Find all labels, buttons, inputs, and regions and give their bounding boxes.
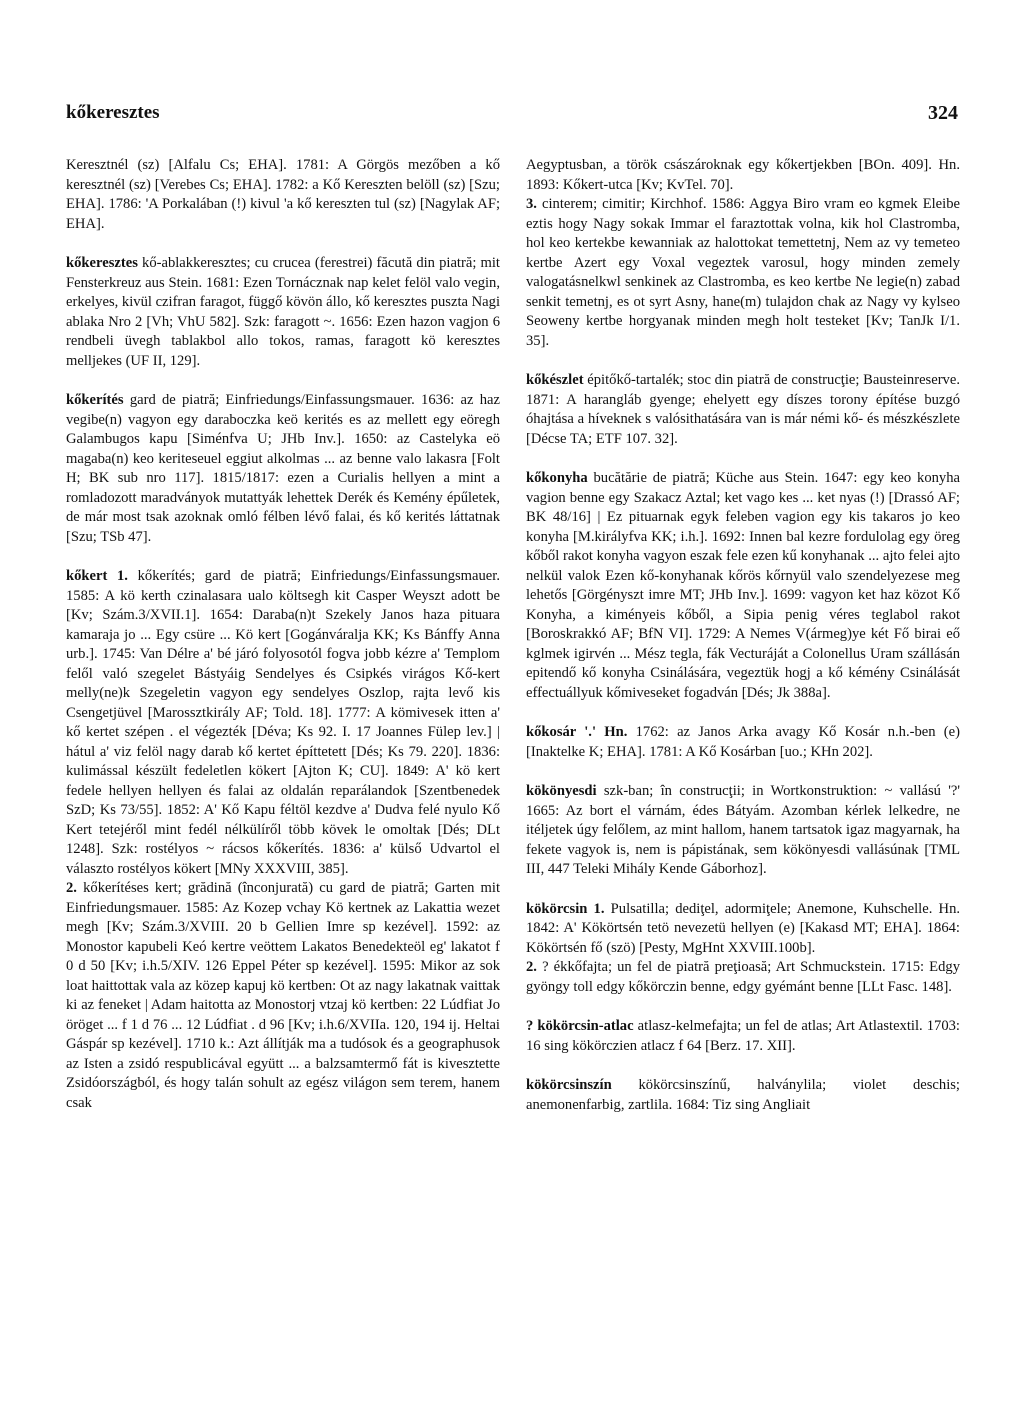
dictionary-entry xyxy=(66,156,500,234)
entry-text: kő-ablakkeresztes; cu crucea (ferestrei) făcută din piatră; mit Fensterkreuz aus Stein. 1681: Ezen Tornácznak nap kelet felöl valo vegin, erkelyes, kivül czifran faragot, függő kövön állo, kő keresztes puszta Nagi ablaka Nro 2 [Vh; VhU 582]. Szk: faragott ~. 1656: Ezen hazon vagjon 6 rendbeli üvegh tablakbol allo tokos, ramas, faragott kö keresztes melljekes (UF II, 129]. xyxy=(66,255,501,369)
entry-text: ? ékkőfajta; un fel de piatră preţioasă; Art Schmuckstein. 1715: Edgy gyöngy toll edgy kőkörczin benne, edgy gyémánt benne [LLt Fasc. 148]. xyxy=(526,959,960,995)
dictionary-entry xyxy=(526,1076,960,1115)
dictionary-entry xyxy=(526,723,960,762)
entry-text: kőkerítés; gard de piatră; Einfriedungs/Einfassungsmauer. 1585: A kö kerth czinalasara ualo költsegh kit Casper Weyszt adott be [Kv; Szám.3/XVII.1]. 1654: Daraba(n)t Szekely Janos haza pituara kamaraja jo ... Egy csüre ... Kö kert [Gogánváralja KK; Ks Bánffy Anna urb.]. 1745: Van Délre a' bé járó folyosotól fogva jobb kézre a' Templom felől való szegelet Bástyáig Sendelyes és Csipkés virágos Kő-kert melly(ne)k Szegeletin vagyon egy sendelyes Oszlop, rajta levő kis Csengetjüvel [Marossztkirály AF; Told. 18]. 1777: A kömivesek itten a' kő kertet szépen . el végezték [Déva; Ks 92. I. 17 Joannes Fülep lev.] | hátul a' viz felöl nagy darab kő kertet építtetett [Dés; Ks 79. 220]. 1836: kulimással készült fedeletlen kökert [Ajton K; CU]. 1849: A' kö kert fedele hellyen hellyen és falai az oldalán reparálandok [Szentbenedek SzD; Ks 73/55]. 1852: A' Kő Kapu féltöl kezdve a' Dudva felé nyulo Kő Kert tetejéről mint fedél nélkülíről több kövek le omoltak [Dés; DLt 1248]. Szk: rostélyos ~ rácsos kőkerítés. 1836: a' külső Udvartol el választo rostélyos kökert [MNy XXXVIII, 385]. xyxy=(66,568,500,877)
entry-text: bucătărie de piatră; Küche aus Stein. 1647: egy keo konyha vagion benne egy Szakacz Aztal; ket vago kes ... ket nyas (!) [Drassó AF; BK 48/16] | Ez pituarnak egyk feleben vagion egy kis takaros jo keo konyha [M.királyfva KK; i.h.]. 1692: Innen bal kezre fordulolag egy öreg kőből rakot konyha vagyon eszak fele ezen kű konyhanak ... ajto felei ajto nelkül valok Ezen kő-konyhanak kőrös kőrnyül valo szendelyezese meg lehetős [Görgényszt imre MT; JHb Inv.]. 1699: vagyon ket haz közot Kő Konyha, a kiményeis kőből, a Sipia penig véres teglabol rakot [Boroskrakkó AF; BfN VI]. 1729: A Nemes V(ármeg)ye két Fő birai eő kglmek igirvén ... Mész tegla, fák Vecturáját a Colonellus Uram szállásán epitendő kő konyha Csinálására, vegeztük hogj a kő kémény Csinálását effectuállyuk kőmiveseket fogadván [Dés; Jk 388a]. xyxy=(526,470,960,701)
entry-headword: kőkonyha xyxy=(526,470,588,486)
entry-headword: kökönyesdi xyxy=(526,783,597,799)
entry-headword: kőkosár '.' Hn. xyxy=(526,724,628,740)
entry-headword: kőkert 1. xyxy=(66,568,128,584)
entry-text: atlasz-kelmefajta; un fel de atlas; Art Atlastextil. 1703: 16 sing kökörczien atlacz f 64 [Berz. 17. XII]. xyxy=(526,1018,960,1054)
dictionary-entry xyxy=(66,254,500,371)
dictionary-entry-sense xyxy=(66,879,500,1113)
dictionary-entry xyxy=(526,469,960,703)
entry-text: gard de piatră; Einfriedungs/Einfassungsmauer. 1636: az haz vegibe(n) vagyon egy daraboczka keö kerités es az mellett egy eöregh Galambugos kapu [Siménfva U; JHb Inv.]. 1650: az Castelyka eö magaba(n) keo keriteseuel eggiut alkolmas ... az benne valo lakasra [Folt H; BK sub nro 117]. 1815/1817: ezen a Curialis hellyen a mint a romladozott maradványok mutattyák lehettek Derék és Kemény épűletek, de már most tsak azoknak omló félben lévő falai, és kő kerités láttatnak [Szu; TSb 47]. xyxy=(66,392,500,545)
dictionary-entry xyxy=(66,391,500,547)
entry-text: Aegyptusban, a török császároknak egy kőkertjekben [BOn. 409]. Hn. 1893: Kőkert-utca [Kv; KvTel. 70]. xyxy=(526,157,960,193)
running-head xyxy=(66,102,958,130)
entry-text: kőkerítéses kert; grădină (înconjurată) cu gard de piatră; Garten mit Einfriedungsmauer. 1585: Az Kozep vchay Kö kertnek az Lakattia wezet megh [Kv; Szám.3/XVIII. 20 b Gellien Imre sp kezével]. 1592: az Monostor kapubeli Keó kertre veöttem Lakatos Benedekteöl eg' lakatot f 0 d 50 [Kv; i.h.5/XIV. 126 Eppel Péter sp kezével]. 1595: Mikor az sok loat haittottak vala az közep kapuj kö kertben: Ot az nagy lakatnak vaittak ki az feneket | Adam haitotta az Monostorj vtzaj kö kertben: 22 Lúdfiat Jo öröget ... f 1 d 76 ... 12 Lúdfiat . d 96 [Kv; i.h.6/XVIIa. 120, 194 ij. Heltai Gáspár sp kezével]. 1710 k.: Azt állítják ma a tudósok és a geographusok az Isten a zsidó respublicával együtt ... a balzsamtermő fát is kivesztette Zsidóországból, és hogy talán sohult az egész világon sem terem, hanem csak xyxy=(66,880,500,1111)
dictionary-entry xyxy=(66,567,500,879)
entry-text: 1762: az Janos Arka avagy Kő Kosár n.h.-ben (e) [Inaktelke K; EHA]. 1781: A Kő Kosárban [uo.; KHn 202]. xyxy=(526,724,960,760)
entry-text: épitőkő-tartalék; stoc din piatră de construcţie; Bausteinreserve. 1871: A harangláb gyenge; ehelyett egy díszes torony építése buzgó óhajtása a híveknek s valósithatására van is már némi kő- és mészkészlete [Décse TA; ETF 107. 32]. xyxy=(526,372,960,447)
entry-text: szk-ban; în construcţii; in Wortkonstruktion: ~ vallású '?' 1665: Az bort el várnám, édes Bátyám. Azomban kérlek lelkedre, ne itéljetek úgy felőlem, az mint hallom, hanem tartsatok igaz magyarnak, ha fekete vagyok is, nem is pápistának, sem kökönyesdi vallásúnak [TML III, 447 Teleki Mihály Kende Gáborhoz]. xyxy=(526,783,960,877)
sense-number: 2. xyxy=(66,880,77,896)
sense-number: 3. xyxy=(526,196,537,212)
left-column xyxy=(66,156,500,1133)
entry-text: Keresztnél (sz) [Alfalu Cs; EHA]. 1781: A Görgös mezőben a kő keresztnél (sz) [Verebes Cs; EHA]. 1782: a Kő Kereszten belöll (sz) [Szu; EHA]. 1786: 'A Porkalában (!) kivul 'a kő kereszten tul (sz) [Nagylak AF; EHA]. xyxy=(66,157,500,232)
dictionary-entry xyxy=(526,900,960,959)
entry-headword: kökörcsinszín xyxy=(526,1077,612,1093)
sense-number: 2. xyxy=(526,959,537,975)
entry-text: Pulsatilla; dediţel, adormiţele; Anemone, Kuhschelle. Hn. 1842: A' Kökörtsén tetö nevezetü hellyen (e) [Kakasd MT; EHA]. 1864: Kökörtsén fő (szö) [Pesty, MgHnt XXVIII.100b]. xyxy=(526,900,961,956)
entry-headword: kőkerítés xyxy=(66,392,124,408)
dictionary-entry xyxy=(526,1017,960,1056)
entry-text: cinterem; cimitir; Kirchhof. 1586: Aggya Biro vram eo kgmek Eleibe eztis hogy Nagy sokak Immar el faraztottak volna, kik hol Clastromba, hol keo kertekbe kewanniak az halottokat temettetnj, Nem az vy temeteo kertbe Azert egy Voxal vegeztek varosul, hogy minden zemely valogatásnelkwl senkinek az Clastromba, es keo kertbe Ne legie(n) zabad senkit temetnj, es ot syrt Asny, hane(m) tulajdon chak az Nagy vy kylseo Seoweny kertbe horgyanak minden megh holt testeket [Kv; TanJk I/1. 35]. xyxy=(526,196,960,349)
dictionary-entry xyxy=(526,156,960,195)
dictionary-entry-sense xyxy=(526,195,960,351)
entry-headword: kökörcsin 1. xyxy=(526,900,605,917)
entry-headword: kőkészlet xyxy=(526,372,584,388)
entry-headword: kőkeresztes xyxy=(66,255,138,271)
dictionary-entry-sense xyxy=(526,958,960,997)
page-number: 324 xyxy=(928,102,958,124)
running-headword: kőkeresztes xyxy=(66,102,160,123)
entry-headword: ? kökörcsin-atlac xyxy=(526,1018,634,1034)
dictionary-entry xyxy=(526,371,960,449)
entry-text: kökörcsinszínű, halványlila; violet deschis; anemonenfarbig, zartlila. 1684: Tiz sing Angliait xyxy=(526,1077,960,1113)
dictionary-entry xyxy=(526,782,960,880)
right-column xyxy=(526,156,960,1135)
